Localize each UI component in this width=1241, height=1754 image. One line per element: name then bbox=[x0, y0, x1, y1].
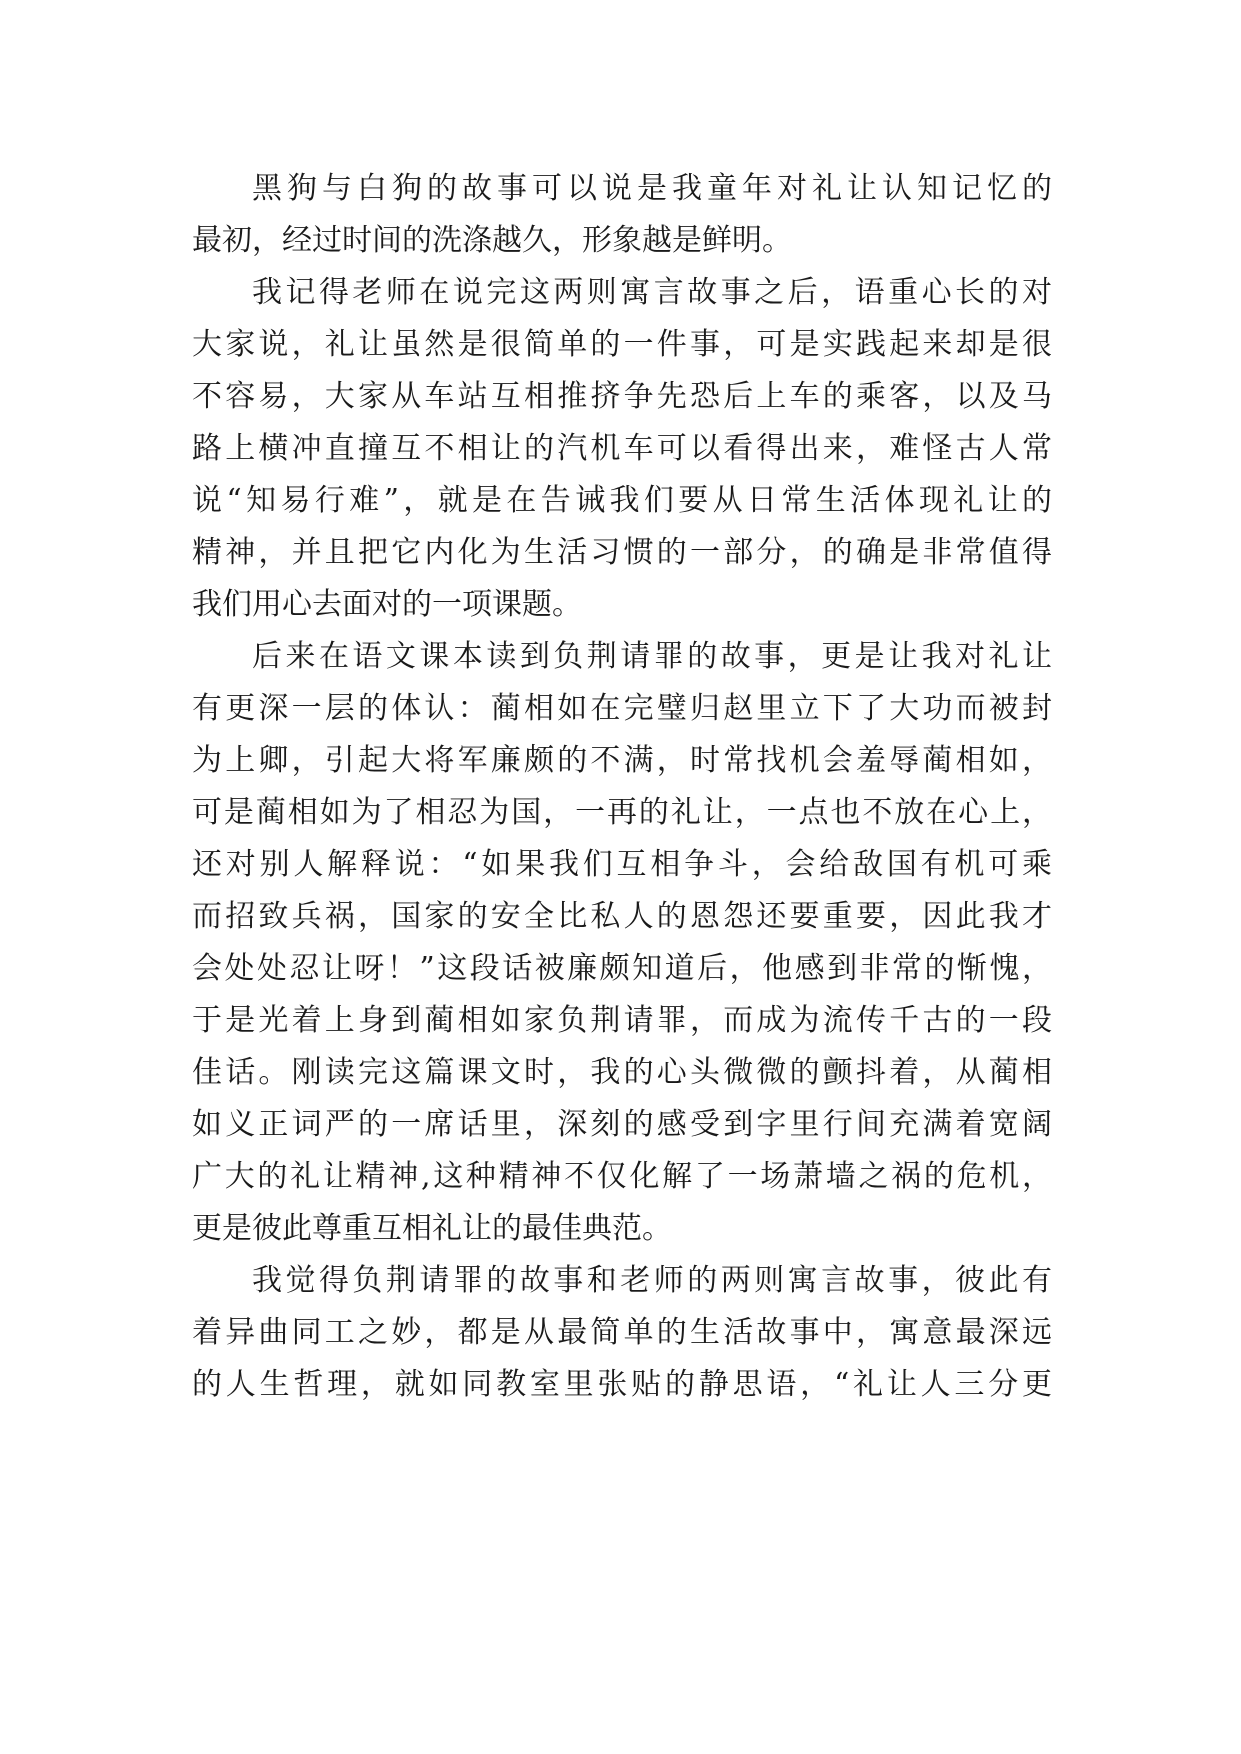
text-line: 说“知易行难”，就是在告诫我们要从日常生活体现礼让的 bbox=[192, 483, 1052, 518]
document-body bbox=[192, 163, 1052, 1411]
text-line: 精神，并且把它内化为生活习惯的一部分，的确是非常值得 bbox=[192, 535, 1052, 570]
paragraph-1 bbox=[192, 163, 1052, 267]
text-line: 路上横冲直撞互不相让的汽机车可以看得出来，难怪古人常 bbox=[192, 431, 1052, 466]
text-line: 最初，经过时间的洗涤越久，形象越是鲜明。 bbox=[192, 223, 792, 258]
text-line: 可是蔺相如为了相忍为国，一再的礼让，一点也不放在心上， bbox=[192, 795, 1052, 830]
text-line: 我们用心去面对的一项课题。 bbox=[192, 587, 582, 622]
text-line: 而招致兵祸，国家的安全比私人的恩怨还要重要，因此我才 bbox=[192, 899, 1052, 934]
text-line: 更是彼此尊重互相礼让的最佳典范。 bbox=[192, 1211, 672, 1246]
text-line: 为上卿，引起大将军廉颇的不满，时常找机会羞辱蔺相如， bbox=[192, 743, 1052, 778]
text-line: 黑狗与白狗的故事可以说是我童年对礼让认知记忆的 bbox=[252, 171, 1052, 206]
text-line: 我觉得负荆请罪的故事和老师的两则寓言故事，彼此有 bbox=[252, 1263, 1052, 1298]
text-line: 不容易，大家从车站互相推挤争先恐后上车的乘客，以及马 bbox=[192, 379, 1052, 414]
text-line: 后来在语文课本读到负荆请罪的故事，更是让我对礼让 bbox=[252, 639, 1052, 674]
text-line: 着异曲同工之妙，都是从最简单的生活故事中，寓意最深远 bbox=[192, 1315, 1052, 1350]
text-line: 有更深一层的体认：蔺相如在完璧归赵里立下了大功而被封 bbox=[192, 691, 1052, 726]
text-line: 佳话。刚读完这篇课文时，我的心头微微的颤抖着，从蔺相 bbox=[192, 1055, 1052, 1090]
text-line: 于是光着上身到蔺相如家负荆请罪，而成为流传千古的一段 bbox=[192, 1003, 1052, 1038]
paragraph-4 bbox=[192, 1255, 1052, 1411]
paragraph-2 bbox=[192, 267, 1052, 631]
text-line: 的人生哲理，就如同教室里张贴的静思语，“礼让人三分更 bbox=[192, 1367, 1052, 1402]
paragraph-3 bbox=[192, 631, 1052, 1255]
text-line: 如义正词严的一席话里，深刻的感受到字里行间充满着宽阔 bbox=[192, 1107, 1052, 1142]
text-line: 我记得老师在说完这两则寓言故事之后，语重心长的对 bbox=[252, 275, 1052, 310]
text-line: 还对别人解释说：“如果我们互相争斗，会给敌国有机可乘 bbox=[192, 847, 1052, 882]
text-line: 会处处忍让呀！”这段话被廉颇知道后，他感到非常的惭愧， bbox=[192, 951, 1052, 986]
text-line: 广大的礼让精神,这种精神不仅化解了一场萧墙之祸的危机， bbox=[192, 1159, 1052, 1194]
text-line: 大家说，礼让虽然是很简单的一件事，可是实践起来却是很 bbox=[192, 327, 1052, 362]
